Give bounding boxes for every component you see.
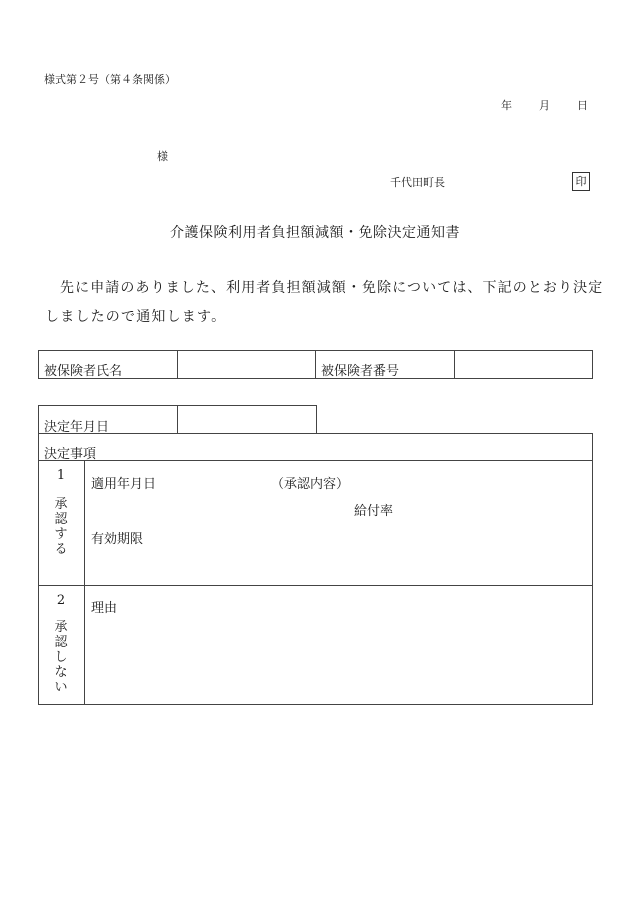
divider bbox=[84, 460, 85, 705]
insured-number-field[interactable] bbox=[455, 351, 592, 378]
approve-vertical-1: 承 bbox=[54, 497, 68, 512]
body-line-1: 先に申請のありました、利用者負担額減額・免除については、下記のとおり決定 bbox=[60, 280, 604, 296]
decision-date-label: 決定年月日 bbox=[44, 420, 110, 435]
issuer-name: 千代田町長 bbox=[390, 176, 445, 189]
reason-label: 理由 bbox=[91, 601, 118, 616]
approve-vertical-4: る bbox=[54, 542, 68, 557]
divider bbox=[38, 585, 593, 586]
date-year-label: 年 bbox=[501, 99, 512, 112]
deny-vertical-1: 承 bbox=[54, 620, 68, 635]
approve-vertical-2: 認 bbox=[54, 512, 68, 527]
approval-content-label: （承認内容） bbox=[271, 477, 350, 492]
document-title: 介護保険利用者負担額減額・免除決定通知書 bbox=[170, 225, 460, 241]
decision-date-field[interactable] bbox=[178, 406, 316, 433]
deny-number: 2 bbox=[56, 593, 66, 608]
decision-items-label: 決定事項 bbox=[44, 447, 97, 462]
approve-vertical-3: す bbox=[54, 527, 68, 542]
deny-vertical-2: 認 bbox=[54, 635, 68, 650]
deny-vertical-5: い bbox=[54, 680, 68, 695]
valid-period-label: 有効期限 bbox=[91, 532, 144, 547]
body-line-2: しましたので通知します。 bbox=[45, 309, 227, 325]
insured-number-label: 被保険者番号 bbox=[321, 364, 400, 379]
deny-vertical-3: し bbox=[54, 650, 68, 665]
divider bbox=[38, 460, 593, 461]
benefit-rate-label: 給付率 bbox=[354, 504, 394, 519]
form-number: 様式第２号（第４条関係） bbox=[44, 73, 176, 86]
addressee-suffix: 様 bbox=[157, 150, 168, 163]
date-month-label: 月 bbox=[539, 99, 550, 112]
approve-number: 1 bbox=[56, 468, 66, 483]
insured-name-label: 被保険者氏名 bbox=[44, 364, 123, 379]
divider bbox=[315, 350, 316, 379]
apply-date-label: 適用年月日 bbox=[91, 477, 157, 492]
seal-mark: 印 bbox=[572, 172, 590, 191]
deny-vertical-4: な bbox=[54, 665, 68, 680]
insured-name-field[interactable] bbox=[178, 351, 314, 378]
date-day-label: 日 bbox=[577, 99, 588, 112]
